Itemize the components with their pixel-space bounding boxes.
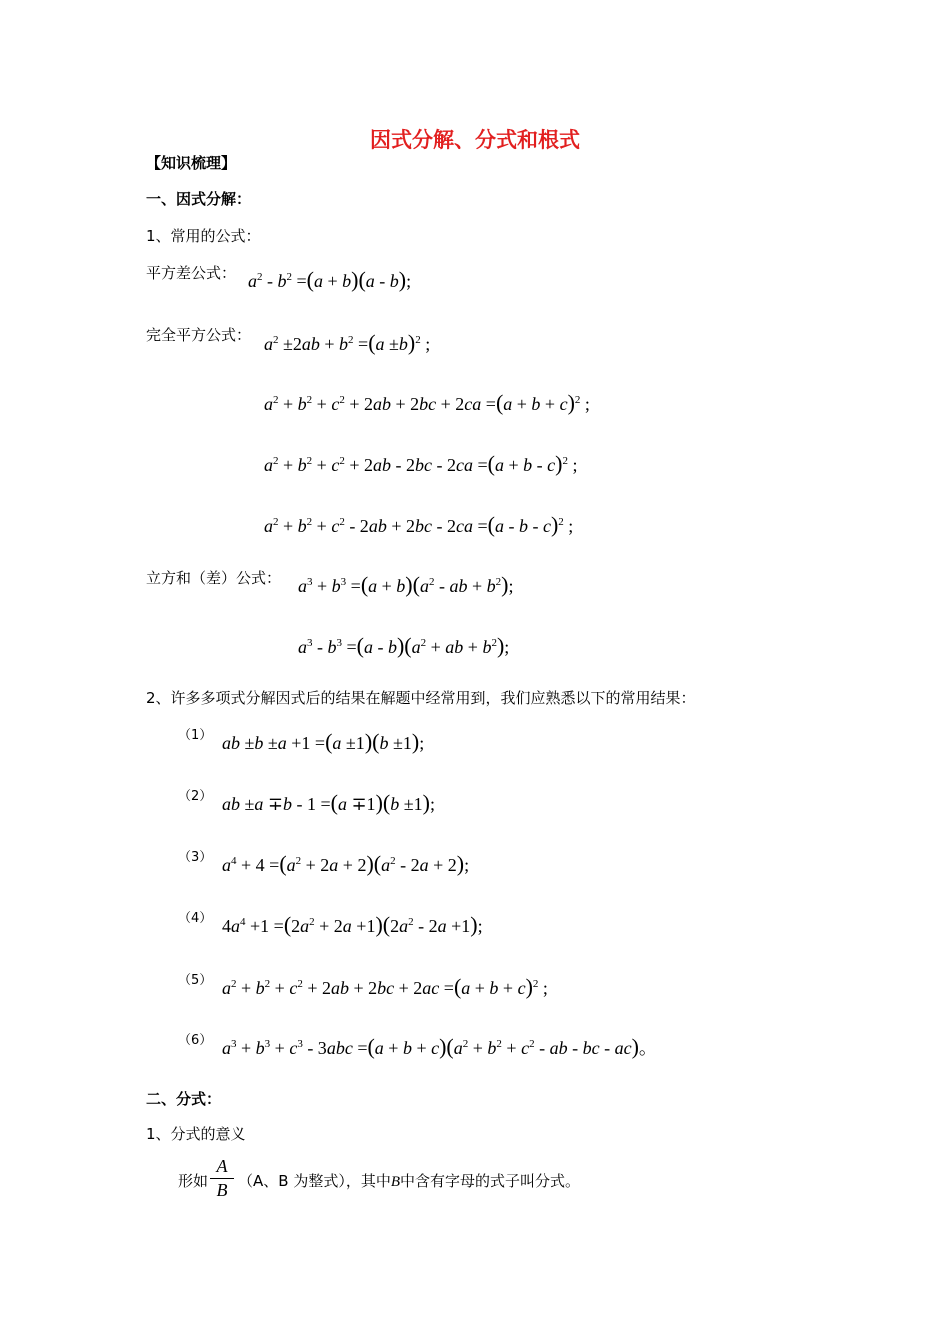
fraction-denominator: B bbox=[216, 1180, 228, 1200]
section-heading-factorization: 一、因式分解： bbox=[146, 190, 252, 208]
result-formula-1: ab ±b ±a +1 =(a ±1)(b ±1); bbox=[222, 729, 425, 754]
definition-suffix: 中含有字母的式子叫分式。 bbox=[400, 1172, 581, 1190]
subheading-common-formulas: 1、常用的公式： bbox=[146, 227, 261, 245]
result-formula-3: $a^4 + 4 =(a^2 + 2a + 2)(a^2 - 2a + 2)$; bbox=[222, 851, 470, 876]
definition-prefix: 形如 bbox=[178, 1172, 209, 1190]
item-number: （6） bbox=[178, 1033, 213, 1048]
definition-variable: B bbox=[390, 1174, 400, 1190]
fraction-a-over-b bbox=[210, 1158, 234, 1199]
definition-middle: （A、B 为整式），其中 bbox=[238, 1172, 391, 1190]
subheading-common-results: 2、许多多项式分解因式后的结果在解题中经常用到，我们应熟悉以下的常用结果： bbox=[146, 689, 696, 707]
label-difference-of-squares: 平方差公式： bbox=[146, 264, 237, 282]
fraction-numerator: A bbox=[216, 1156, 228, 1176]
item-number: （4） bbox=[178, 911, 213, 926]
result-formula-5: $a^2 + b^2 + c^2 + 2ab + 2bc + 2ac =(a + b + c)^2$ ; bbox=[222, 974, 548, 999]
fraction-bar bbox=[210, 1178, 234, 1179]
formula-difference-of-cubes: $a^3 - b^3 =(a - b)(a^2$ + ab + $b^2$); bbox=[298, 633, 510, 658]
subheading-fraction-meaning: 1、分式的意义 bbox=[146, 1125, 246, 1143]
knowledge-header: 【知识梳理】 bbox=[146, 154, 237, 172]
item-number: （5） bbox=[178, 973, 213, 988]
section-heading-fractions: 二、分式： bbox=[146, 1090, 222, 1108]
formula-perfect-square-4: $a^2 + b^2 + c^2 - 2ab + 2bc - 2ca =(a - b - c)^2$ ; bbox=[264, 512, 574, 537]
result-formula-4: $4a^4 +1 =(2a^2 + 2a +1)(2a^2 - 2a +1)$; bbox=[222, 912, 483, 937]
formula-sum-of-cubes: $a^3 + b^3 =(a + b)(a^2$ - ab + $b^2$); bbox=[298, 572, 514, 597]
definition-text bbox=[238, 1170, 580, 1191]
formula-perfect-square-2: $a^2 + b^2 + c^2 + 2ab + 2bc + 2ca =(a + b + c)^2$ ; bbox=[264, 390, 590, 415]
label-perfect-square: 完全平方公式： bbox=[146, 326, 252, 344]
label-sum-difference-of-cubes: 立方和（差）公式： bbox=[146, 569, 282, 587]
formula-difference-of-squares: $a^2 - b^2 =(a + b)(a - b)$; bbox=[248, 267, 412, 292]
formula-perfect-square-3: $a^2 + b^2 + c^2 + 2ab - 2bc - 2ca =(a + b - c)^2$ ; bbox=[264, 451, 578, 476]
item-number: （3） bbox=[178, 850, 213, 865]
formula-perfect-square-1: $a^2 \pm 2ab + b^2 =(a \pm b)^2$ ; bbox=[264, 330, 431, 355]
item-number: （1） bbox=[178, 728, 213, 743]
result-formula-2: ab ±a ∓b - 1 =(a ∓1)(b ±1); bbox=[222, 790, 435, 815]
item-number: （2） bbox=[178, 789, 213, 804]
page-title: 因式分解、分式和根式 bbox=[370, 128, 580, 152]
result-formula-6: $a^3 + b^3 + c^3 - 3abc =(a + b + c)(a^2 + b^2 + c^2$ - ab - bc - ac)。 bbox=[222, 1034, 657, 1059]
